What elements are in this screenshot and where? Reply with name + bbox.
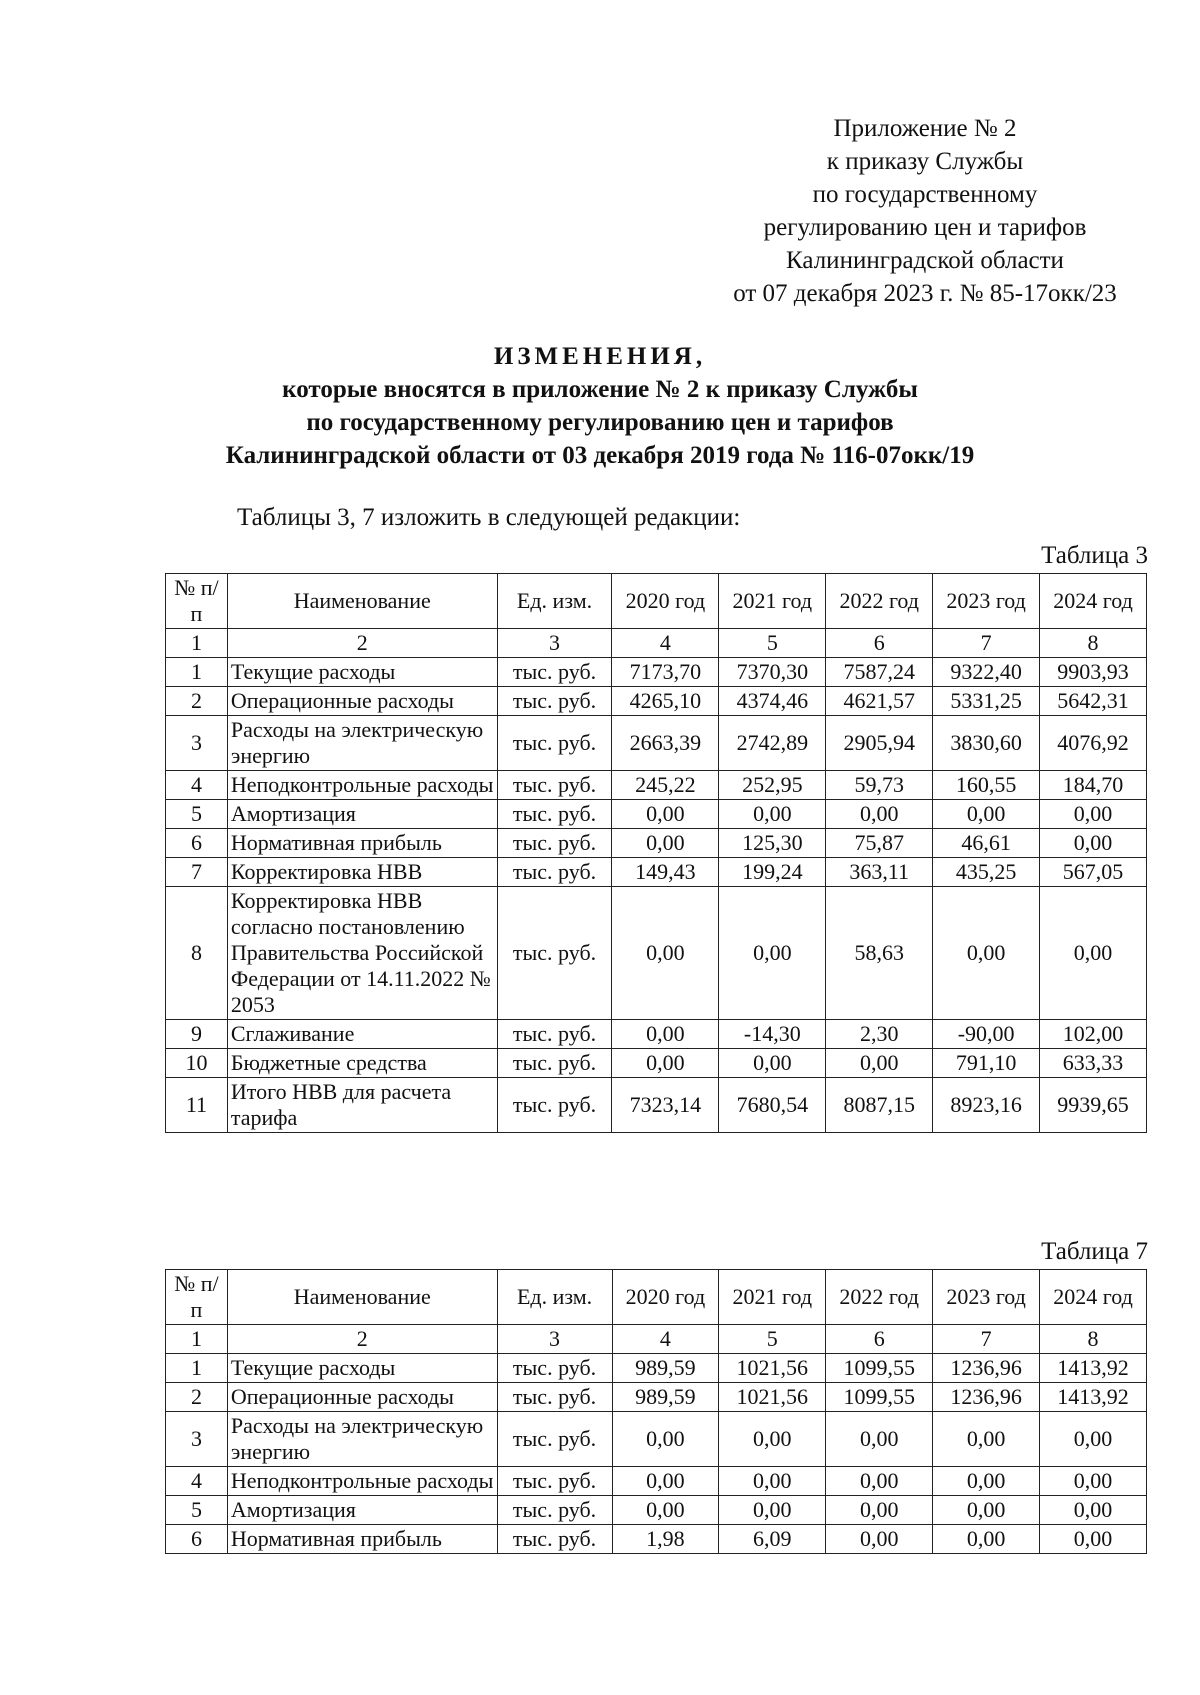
row-unit: тыс. руб. (497, 829, 612, 858)
row-value: 0,00 (933, 800, 1040, 829)
column-header-year: 2024 год (1040, 1270, 1147, 1325)
row-value: 0,00 (612, 887, 719, 1020)
row-name: Расходы на электрическую энергию (227, 716, 497, 771)
row-value: 435,25 (933, 858, 1040, 887)
row-value: 0,00 (1040, 1412, 1147, 1467)
row-number: 2 (166, 687, 228, 716)
row-value: 58,63 (826, 887, 933, 1020)
row-value: 0,00 (826, 1525, 933, 1554)
column-header-year: 2020 год (612, 1270, 719, 1325)
row-number: 1 (166, 1354, 228, 1383)
row-value: 1099,55 (826, 1383, 933, 1412)
table-row (166, 1412, 1147, 1467)
row-value: 0,00 (719, 1467, 826, 1496)
row-value: 4076,92 (1040, 716, 1147, 771)
row-value: 75,87 (826, 829, 933, 858)
table-row (166, 771, 1147, 800)
row-value: 9322,40 (933, 658, 1040, 687)
row-value: 59,73 (826, 771, 933, 800)
row-value: 7323,14 (612, 1078, 719, 1133)
table-row (166, 1020, 1147, 1049)
document-title (150, 340, 1050, 472)
row-value: 0,00 (1040, 887, 1147, 1020)
row-value: 7173,70 (612, 658, 719, 687)
row-number: 2 (166, 1383, 228, 1412)
row-value: 0,00 (826, 1049, 933, 1078)
row-value: 0,00 (612, 1496, 719, 1525)
row-value: 46,61 (933, 829, 1040, 858)
row-value: 5642,31 (1040, 687, 1147, 716)
row-value: 0,00 (826, 800, 933, 829)
row-value: 0,00 (826, 1496, 933, 1525)
row-unit: тыс. руб. (497, 1383, 612, 1412)
row-name: Бюджетные средства (227, 1049, 497, 1078)
table-row (166, 1078, 1147, 1133)
table-row (166, 716, 1147, 771)
row-value: 4265,10 (612, 687, 719, 716)
title-line: по государственному регулированию цен и тарифов (306, 409, 894, 436)
row-value: 0,00 (719, 800, 826, 829)
table-row (166, 1467, 1147, 1496)
column-header-unit: Ед. изм. (497, 1270, 612, 1325)
row-value: 245,22 (612, 771, 719, 800)
row-value: 1413,92 (1040, 1383, 1147, 1412)
table3 (165, 573, 1147, 1133)
column-header-year: 2023 год (933, 574, 1040, 629)
row-value: 0,00 (933, 1412, 1040, 1467)
row-number: 7 (166, 858, 228, 887)
column-header-name: Наименование (227, 1270, 497, 1325)
row-number: 4 (166, 771, 228, 800)
column-header-year: 2024 год (1040, 574, 1147, 629)
column-index: 2 (227, 1325, 497, 1354)
row-value: 0,00 (1040, 829, 1147, 858)
row-unit: тыс. руб. (497, 1078, 612, 1133)
row-value: 8923,16 (933, 1078, 1040, 1133)
row-unit: тыс. руб. (497, 887, 612, 1020)
row-name: Операционные расходы (227, 1383, 497, 1412)
row-value: 0,00 (612, 1020, 719, 1049)
row-value: 1021,56 (719, 1383, 826, 1412)
row-number: 1 (166, 658, 228, 687)
table-row (166, 858, 1147, 887)
row-value: 0,00 (719, 1412, 826, 1467)
column-header-unit: Ед. изм. (497, 574, 612, 629)
row-name: Текущие расходы (227, 1354, 497, 1383)
row-value: 199,24 (719, 858, 826, 887)
row-value: 0,00 (612, 800, 719, 829)
row-value: 7587,24 (826, 658, 933, 687)
row-number: 5 (166, 800, 228, 829)
column-index: 7 (933, 629, 1040, 658)
row-number: 6 (166, 1525, 228, 1554)
table-row (166, 829, 1147, 858)
header-line: от 07 декабря 2023 г. № 85-17окк/23 (733, 280, 1117, 307)
intro-text: Таблицы 3, 7 изложить в следующей редакции: (237, 504, 741, 531)
row-value: 7680,54 (719, 1078, 826, 1133)
row-unit: тыс. руб. (497, 800, 612, 829)
row-value: 2,30 (826, 1020, 933, 1049)
row-name: Сглаживание (227, 1020, 497, 1049)
row-value: 1413,92 (1040, 1354, 1147, 1383)
table-row (166, 1049, 1147, 1078)
column-header-year: 2021 год (719, 1270, 826, 1325)
row-value: 0,00 (933, 1467, 1040, 1496)
row-name: Расходы на электрическую энергию (227, 1412, 497, 1467)
row-name: Итого НВВ для расчета тарифа (227, 1078, 497, 1133)
title-line: Калининградской области от 03 декабря 2019 года № 116-07окк/19 (225, 442, 975, 469)
row-name: Нормативная прибыль (227, 1525, 497, 1554)
row-name: Операционные расходы (227, 687, 497, 716)
row-name: Корректировка НВВ (227, 858, 497, 887)
row-value: 6,09 (719, 1525, 826, 1554)
column-index: 6 (826, 629, 933, 658)
row-value: 0,00 (612, 1049, 719, 1078)
column-header-year: 2021 год (719, 574, 826, 629)
column-header-num: № п/п (166, 1270, 228, 1325)
row-number: 8 (166, 887, 228, 1020)
table3-caption: Таблица 3 (1041, 542, 1148, 569)
row-value: 1099,55 (826, 1354, 933, 1383)
column-header-year: 2023 год (933, 1270, 1040, 1325)
row-value: 8087,15 (826, 1078, 933, 1133)
column-index: 1 (166, 1325, 228, 1354)
column-index: 8 (1040, 1325, 1147, 1354)
row-unit: тыс. руб. (497, 687, 612, 716)
row-name: Нормативная прибыль (227, 829, 497, 858)
row-value: 0,00 (612, 829, 719, 858)
row-value: 633,33 (1040, 1049, 1147, 1078)
row-value: 0,00 (1040, 1467, 1147, 1496)
table7-caption: Таблица 7 (1041, 1238, 1148, 1265)
row-unit: тыс. руб. (497, 1412, 612, 1467)
column-index: 1 (166, 629, 228, 658)
row-value: 184,70 (1040, 771, 1147, 800)
row-value: 0,00 (933, 887, 1040, 1020)
row-value: 3830,60 (933, 716, 1040, 771)
row-value: 1236,96 (933, 1383, 1040, 1412)
row-unit: тыс. руб. (497, 658, 612, 687)
column-index: 3 (497, 1325, 612, 1354)
row-value: 0,00 (719, 1496, 826, 1525)
column-header-num: № п/п (166, 574, 228, 629)
row-value: 1,98 (612, 1525, 719, 1554)
row-unit: тыс. руб. (497, 1496, 612, 1525)
row-value: 160,55 (933, 771, 1040, 800)
row-value: 5331,25 (933, 687, 1040, 716)
row-number: 11 (166, 1078, 228, 1133)
row-name: Текущие расходы (227, 658, 497, 687)
row-name: Амортизация (227, 1496, 497, 1525)
row-name: Корректировка НВВ согласно постановлению Правительства Российской Федерации от 14.11.2022 № 2053 (227, 887, 497, 1020)
row-value: -14,30 (719, 1020, 826, 1049)
header-line: Калининградской области (786, 247, 1064, 274)
table-row (166, 658, 1147, 687)
table-row (166, 687, 1147, 716)
row-value: 363,11 (826, 858, 933, 887)
column-header-year: 2020 год (612, 574, 719, 629)
table-row (166, 887, 1147, 1020)
column-index: 4 (612, 629, 719, 658)
header-row (166, 1270, 1147, 1325)
table-row (166, 1525, 1147, 1554)
row-value: 567,05 (1040, 858, 1147, 887)
row-name: Неподконтрольные расходы (227, 1467, 497, 1496)
row-value: 0,00 (933, 1496, 1040, 1525)
row-unit: тыс. руб. (497, 1354, 612, 1383)
header-line: регулированию цен и тарифов (763, 214, 1087, 241)
table-row (166, 1354, 1147, 1383)
header-line: по государственному (812, 181, 1038, 208)
row-name: Неподконтрольные расходы (227, 771, 497, 800)
row-value: 0,00 (719, 1049, 826, 1078)
row-value: 0,00 (1040, 800, 1147, 829)
row-value: 1236,96 (933, 1354, 1040, 1383)
row-value: 0,00 (719, 887, 826, 1020)
row-value: 989,59 (612, 1383, 719, 1412)
row-value: 102,00 (1040, 1020, 1147, 1049)
header-line: Приложение № 2 (833, 115, 1017, 142)
row-number: 6 (166, 829, 228, 858)
row-value: 791,10 (933, 1049, 1040, 1078)
row-number: 4 (166, 1467, 228, 1496)
index-row (166, 1325, 1147, 1354)
row-value: 0,00 (826, 1412, 933, 1467)
table-row (166, 800, 1147, 829)
column-index: 5 (719, 1325, 826, 1354)
row-value: 125,30 (719, 829, 826, 858)
row-unit: тыс. руб. (497, 1467, 612, 1496)
table-row (166, 1383, 1147, 1412)
header-line: к приказу Службы (826, 148, 1024, 175)
row-number: 3 (166, 716, 228, 771)
column-index: 3 (497, 629, 612, 658)
table-row (166, 1496, 1147, 1525)
row-value: 1021,56 (719, 1354, 826, 1383)
title-line: которые вносятся в приложение № 2 к приказу Службы (282, 376, 918, 403)
row-value: 0,00 (826, 1467, 933, 1496)
row-value: 4374,46 (719, 687, 826, 716)
row-number: 10 (166, 1049, 228, 1078)
row-unit: тыс. руб. (497, 1525, 612, 1554)
row-value: 2742,89 (719, 716, 826, 771)
table7 (165, 1269, 1147, 1554)
row-unit: тыс. руб. (497, 771, 612, 800)
row-name: Амортизация (227, 800, 497, 829)
row-value: 0,00 (612, 1412, 719, 1467)
row-number: 5 (166, 1496, 228, 1525)
column-index: 6 (826, 1325, 933, 1354)
row-value: -90,00 (933, 1020, 1040, 1049)
row-value: 252,95 (719, 771, 826, 800)
column-header-name: Наименование (227, 574, 497, 629)
column-index: 8 (1040, 629, 1147, 658)
attachment-header (700, 112, 1150, 310)
title-main: ИЗМЕНЕНИЯ, (493, 343, 707, 370)
row-value: 0,00 (1040, 1525, 1147, 1554)
row-value: 0,00 (612, 1467, 719, 1496)
row-value: 9939,65 (1040, 1078, 1147, 1133)
column-header-year: 2022 год (826, 574, 933, 629)
column-index: 4 (612, 1325, 719, 1354)
column-index: 7 (933, 1325, 1040, 1354)
row-value: 2905,94 (826, 716, 933, 771)
row-value: 4621,57 (826, 687, 933, 716)
row-unit: тыс. руб. (497, 1020, 612, 1049)
row-value: 2663,39 (612, 716, 719, 771)
row-value: 0,00 (1040, 1496, 1147, 1525)
row-value: 7370,30 (719, 658, 826, 687)
row-unit: тыс. руб. (497, 858, 612, 887)
row-unit: тыс. руб. (497, 1049, 612, 1078)
row-value: 0,00 (933, 1525, 1040, 1554)
row-value: 989,59 (612, 1354, 719, 1383)
row-unit: тыс. руб. (497, 716, 612, 771)
column-header-year: 2022 год (826, 1270, 933, 1325)
header-row (166, 574, 1147, 629)
index-row (166, 629, 1147, 658)
row-value: 149,43 (612, 858, 719, 887)
column-index: 5 (719, 629, 826, 658)
column-index: 2 (227, 629, 497, 658)
row-value: 9903,93 (1040, 658, 1147, 687)
row-number: 3 (166, 1412, 228, 1467)
row-number: 9 (166, 1020, 228, 1049)
